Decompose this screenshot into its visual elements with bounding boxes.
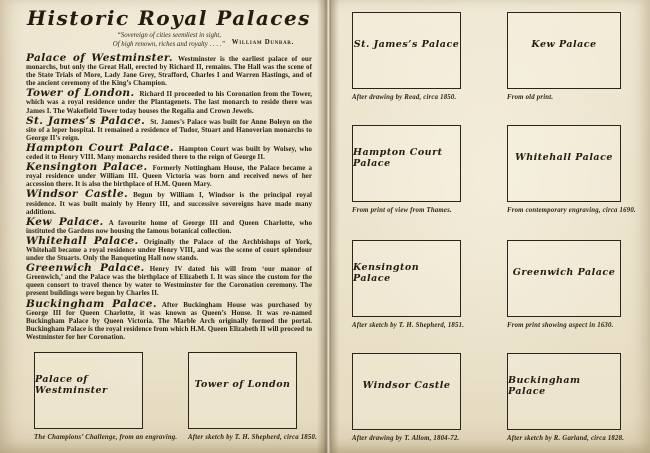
plate-frame bbox=[188, 352, 297, 429]
section-kensington bbox=[26, 163, 312, 188]
section-heading: Windsor Castle. bbox=[26, 188, 129, 201]
plate-greenwich-palace bbox=[507, 240, 621, 329]
plate-windsor-castle bbox=[352, 353, 461, 442]
section-body: Hampton Court was built by Wolsey, who ceded it to Henry VIII. Many monarchs resided there to the reign of George II. bbox=[26, 144, 312, 162]
section-heading: Tower of London. bbox=[26, 87, 135, 100]
section-westminster bbox=[26, 54, 312, 87]
section-heading: Whitehall Palace. bbox=[26, 234, 139, 247]
palace-sections bbox=[26, 54, 312, 341]
plate-frame bbox=[34, 352, 143, 429]
plate-buckingham-palace bbox=[507, 353, 624, 442]
page-title: Historic Royal Palaces bbox=[27, 6, 311, 30]
plate-caption: After sketch by T. H. Shepherd, circa 1850. bbox=[188, 434, 317, 441]
plate-name: Whitehall Palace bbox=[515, 152, 613, 163]
section-heading: Palace of Westminster. bbox=[26, 52, 173, 64]
section-heading: Kensington Palace. bbox=[26, 161, 148, 174]
section-st-james bbox=[26, 114, 312, 142]
plate-name: Tower of London bbox=[194, 379, 291, 390]
plate-palace-of-westminster bbox=[34, 352, 177, 441]
plate-frame bbox=[507, 125, 621, 202]
section-heading: Buckingham Palace. bbox=[26, 297, 157, 310]
section-windsor bbox=[26, 190, 312, 215]
plate-frame bbox=[507, 353, 621, 430]
plate-frame bbox=[507, 240, 621, 317]
section-body: Henry IV dated his will from ‘our manor of Greenwich,’ and the Palace was the birthplace of Elizabeth I. It was since the custom for the queen consort to travel thence by water to Westminster for the Coronation ceremony. The present buildings were begun by Charles II. bbox=[26, 265, 312, 298]
plate-name: Buckingham Palace bbox=[508, 374, 581, 397]
plate-frame bbox=[507, 12, 621, 89]
epigraph bbox=[26, 32, 312, 50]
plate-kensington-palace bbox=[352, 240, 464, 329]
epigraph-attribution: William Dunbar. bbox=[231, 39, 294, 46]
section-hampton-court bbox=[26, 141, 312, 162]
plate-name: Greenwich Palace bbox=[512, 267, 616, 278]
plate-frame bbox=[352, 125, 461, 202]
section-whitehall bbox=[26, 234, 312, 263]
plate-name: Palace of Westminster bbox=[35, 373, 108, 396]
section-greenwich bbox=[26, 264, 312, 297]
section-heading: Kew Palace. bbox=[26, 215, 104, 228]
epigraph-line-1: “Sovereign of cities seemliest in sight, bbox=[117, 32, 221, 39]
plate-st-james-palace bbox=[352, 12, 461, 101]
section-tower bbox=[26, 89, 312, 114]
section-heading: St. James’s Palace. bbox=[26, 114, 146, 127]
epigraph-line-2: Of high renown, riches and royalty . . . .” bbox=[112, 40, 226, 48]
right-page bbox=[331, 0, 650, 453]
plate-frame bbox=[352, 12, 461, 89]
plate-caption: From old print. bbox=[507, 94, 554, 101]
section-body: St. James’s Palace was built for Anne Boleyn on the site of a leper hospital. It remained a residence of Tudor, Stuart and Hanoverian monarchs to George II’s reign. bbox=[26, 117, 312, 142]
plate-caption: After sketch by R. Garland, circa 1828. bbox=[507, 435, 625, 442]
plate-frame bbox=[352, 353, 461, 430]
section-kew bbox=[26, 215, 313, 235]
plate-caption: From contemporary engraving, circa 1690. bbox=[507, 207, 636, 214]
plate-kew-palace bbox=[507, 12, 621, 101]
plate-name: Kensington Palace bbox=[353, 261, 420, 284]
section-body: After Buckingham House was purchased by George III for Queen Charlotte, it was known as Queen’s House. It was re-named Buckingham Palace by Queen Victoria. The Marble Arch originally formed the portal. Buckingham Palace is the royal residence from which H.M. Queen Elizabeth II will proceed to Westminster for her Coronation. bbox=[26, 300, 313, 341]
plate-caption: The Champions’ Challenge, from an engraving. bbox=[34, 434, 178, 441]
section-body: A favourite home of George III and Queen Charlotte, who instituted the Gardens now housing the famous botanical collection. bbox=[26, 218, 313, 235]
plate-hampton-court-palace bbox=[352, 125, 461, 214]
plate-name: Hampton Court Palace bbox=[353, 146, 443, 169]
section-heading: Hampton Court Palace. bbox=[26, 141, 174, 154]
plate-caption: After sketch by T. H. Shepherd, 1851. bbox=[352, 322, 465, 329]
plate-whitehall-palace bbox=[507, 125, 636, 214]
section-heading: Greenwich Palace. bbox=[26, 262, 145, 275]
section-body: Begun by William I, Windsor is the principal royal residence. It was built mainly by Henry III, and successive sovereigns have made many additions. bbox=[26, 191, 313, 216]
left-page-content bbox=[0, 0, 329, 341]
plate-name: Windsor Castle bbox=[362, 380, 451, 391]
plate-caption: From print of view from Thames. bbox=[352, 207, 452, 214]
plate-name: St. James’s Palace bbox=[353, 39, 460, 50]
plate-caption: After drawing by T. Allom, 1804-72. bbox=[352, 435, 460, 442]
section-body: Richard II proceeded to his Coronation from the Tower, which was a royal residence under the Plantagenets. The last monarch to reside there was James I. The Wakefield Tower today houses the Regalia and Crown Jewels. bbox=[26, 90, 313, 115]
plate-caption: From print showing aspect in 1630. bbox=[507, 322, 614, 329]
plate-caption: After drawing by Read, circa 1850. bbox=[352, 94, 457, 101]
plate-name: Kew Palace bbox=[531, 39, 597, 50]
plate-tower-of-london bbox=[188, 352, 317, 441]
section-body: Westminster is the earliest palace of our monarchs, but only the Great Hall, erected by Richard II, remains. The Hall was the scene of the State Trials of More, Lady Jane Grey, Strafford, Charles I and Warren Hastings, and of the ancient ceremony of the King’s Champion. bbox=[26, 55, 312, 88]
section-body: Originally the Palace of the Archbishops of York, Whitehall became a royal residence under Henry VIII, and was the scene of court splendour under the Stuarts. Only the Banqueting Hall now stands. bbox=[26, 237, 312, 263]
plate-frame bbox=[352, 240, 461, 317]
section-body: Formerly Nottingham House, the Palace became a royal residence under William III. Queen Victoria was born and received news of her accession there. It is also the birthplace of H.M. Queen Mary. bbox=[26, 164, 312, 189]
section-buckingham bbox=[26, 297, 313, 341]
page-fold bbox=[317, 0, 339, 453]
